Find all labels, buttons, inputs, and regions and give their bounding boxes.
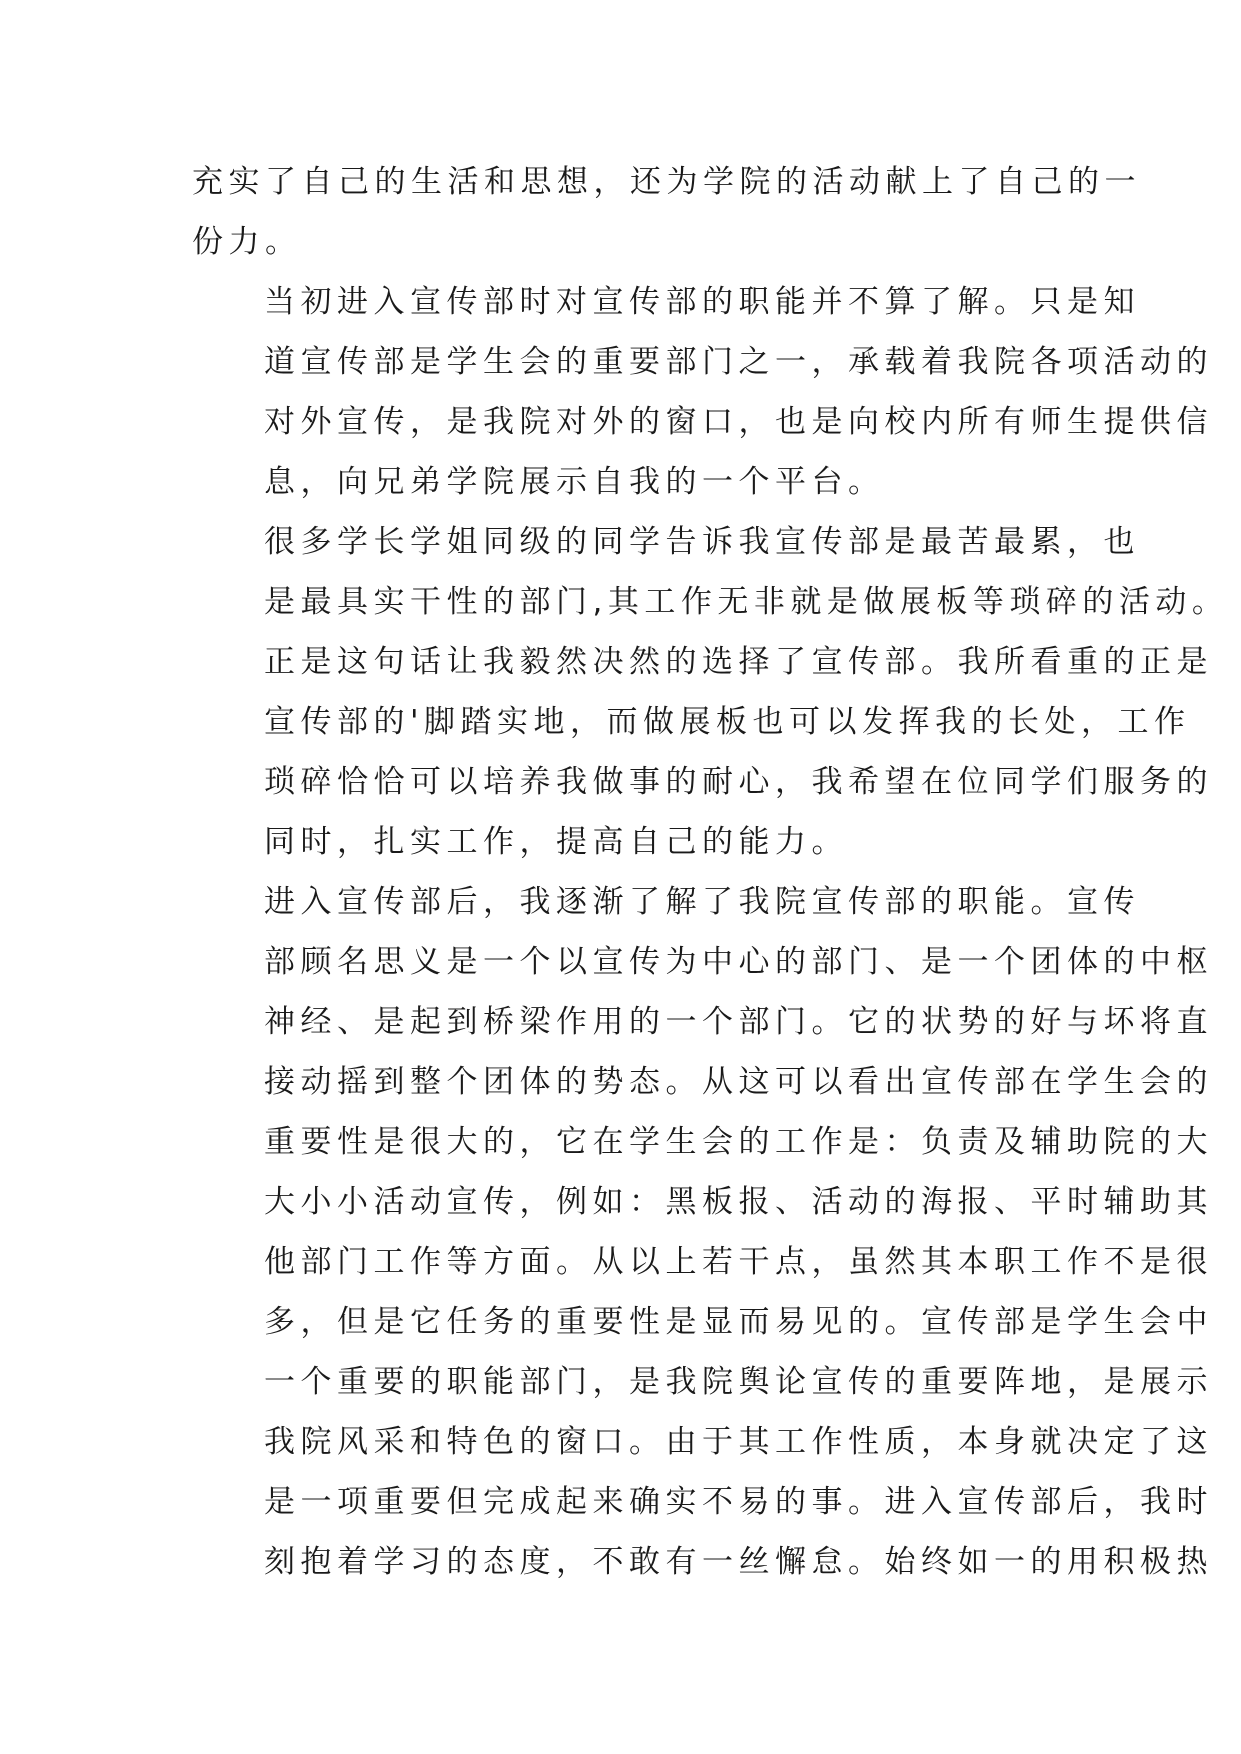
text-line: 是一项重要但完成起来确实不易的事。进入宣传部后，我时 (264, 1484, 1213, 1520)
text-line: 部顾名思义是一个以宣传为中心的部门、是一个团体的中枢 (264, 944, 1213, 980)
text-line: 正是这句话让我毅然决然的选择了宣传部。我所看重的正是 (264, 644, 1213, 680)
text-line: 神经、是起到桥梁作用的一个部门。它的状势的好与坏将直 (264, 1004, 1213, 1040)
text-line: 接动摇到整个团体的势态。从这可以看出宣传部在学生会的 (264, 1064, 1213, 1100)
paragraph-2 (192, 272, 1213, 512)
text-line: 多，但是它任务的重要性是显而易见的。宣传部是学生会中 (264, 1304, 1213, 1340)
paragraph-1 (192, 152, 1141, 272)
text-line: 对外宣传，是我院对外的窗口，也是向校内所有师生提供信 (264, 404, 1213, 440)
text-line: 息，向兄弟学院展示自我的一个平台。 (264, 464, 885, 500)
text-line: 大小小活动宣传，例如：黑板报、活动的海报、平时辅助其 (264, 1184, 1213, 1220)
text-line: 份力。 (192, 224, 302, 260)
text-line: 宣传部的'脚踏实地，而做展板也可以发挥我的长处，工作 (264, 704, 1191, 740)
paragraph-4 (192, 872, 1213, 1592)
text-line: 很多学长学姐同级的同学告诉我宣传部是最苦最累，也 (264, 524, 1140, 560)
paragraph-3 (192, 512, 1229, 872)
text-line: 刻抱着学习的态度，不敢有一丝懈怠。始终如一的用积极热 (264, 1544, 1213, 1580)
text-line: 道宣传部是学生会的重要部门之一，承载着我院各项活动的 (264, 344, 1213, 380)
text-line: 是最具实干性的部门,其工作无非就是做展板等琐碎的活动。 (264, 584, 1229, 620)
text-line: 他部门工作等方面。从以上若干点，虽然其本职工作不是很 (264, 1244, 1213, 1280)
text-line: 琐碎恰恰可以培养我做事的耐心，我希望在位同学们服务的 (264, 764, 1213, 800)
text-line: 当初进入宣传部时对宣传部的职能并不算了解。只是知 (264, 284, 1140, 320)
text-line: 一个重要的职能部门，是我院舆论宣传的重要阵地，是展示 (264, 1364, 1213, 1400)
document-body (192, 152, 1229, 1592)
text-line: 同时，扎实工作，提高自己的能力。 (264, 824, 848, 860)
text-line: 充实了自己的生活和思想，还为学院的活动献上了自己的一 (192, 164, 1141, 200)
text-line: 进入宣传部后，我逐渐了解了我院宣传部的职能。宣传 (264, 884, 1140, 920)
text-line: 重要性是很大的，它在学生会的工作是：负责及辅助院的大 (264, 1124, 1213, 1160)
text-line: 我院风采和特色的窗口。由于其工作性质，本身就决定了这 (264, 1424, 1213, 1460)
